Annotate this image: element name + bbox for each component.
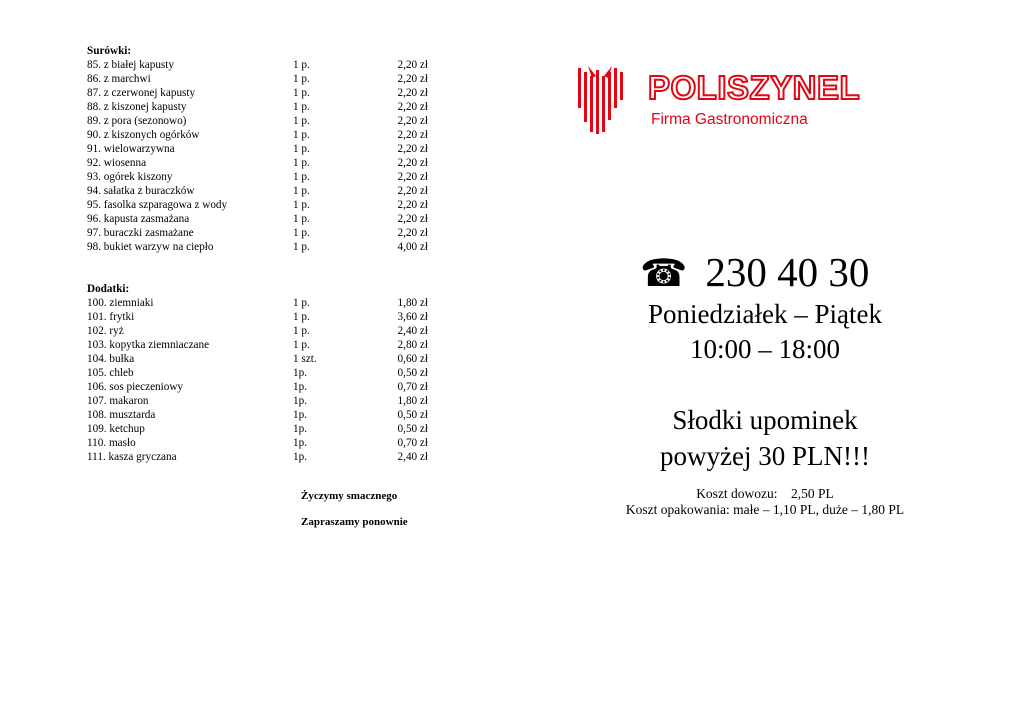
item-qty: 1p. [293,367,307,379]
item-price: 2,20 zł [397,213,428,225]
item-name: 88. z kiszonej kapusty [87,101,187,113]
menu-item [87,86,432,100]
item-price: 4,00 zł [397,241,428,253]
item-price: 2,20 zł [397,227,428,239]
item-qty: 1p. [293,423,307,435]
item-price: 2,20 zł [397,115,428,127]
item-qty: 1 p. [293,227,310,239]
menu-item [87,338,432,352]
item-name: 101. frytki [87,311,135,323]
phone-icon: ☎ [640,253,688,295]
menu-item [87,128,432,142]
item-price: 0,50 zł [397,423,428,435]
brand-name: POLISZYNEL [648,69,861,106]
menu-item [87,352,432,366]
item-qty: 1 p. [293,129,310,141]
item-name: 97. buraczki zasmażane [87,227,194,239]
section-title-surowki: Surówki: [87,45,132,57]
item-qty: 1 szt. [293,353,317,365]
item-price: 3,60 zł [397,311,428,323]
item-price: 2,20 zł [397,59,428,71]
menu-item [87,240,432,254]
item-qty: 1 p. [293,241,310,253]
item-qty: 1 p. [293,157,310,169]
item-price: 2,20 zł [397,143,428,155]
menu-item [87,296,432,310]
item-price: 0,50 zł [397,409,428,421]
item-qty: 1p. [293,451,307,463]
menu-item [87,114,432,128]
item-name: 92. wiosenna [87,157,147,169]
menu-item [87,212,432,226]
item-qty: 1p. [293,381,307,393]
item-qty: 1 p. [293,115,310,127]
menu-item [87,156,432,170]
item-qty: 1 p. [293,185,310,197]
opening-days: Poniedziałek – Piątek [648,299,882,329]
item-name: 105. chleb [87,367,134,379]
item-name: 87. z czerwonej kapusty [87,87,196,99]
item-name: 93. ogórek kiszony [87,171,173,183]
menu-item [87,394,432,408]
item-name: 90. z kiszonych ogórków [87,129,200,141]
item-price: 2,20 zł [397,129,428,141]
item-qty: 1 p. [293,339,310,351]
menu-item [87,58,432,72]
item-name: 94. sałatka z buraczków [87,185,195,197]
menu-item [87,170,432,184]
item-name: 95. fasolka szparagowa z wody [87,199,228,211]
menu-item [87,380,432,394]
menu-item [87,366,432,380]
item-price: 1,80 zł [397,395,428,407]
item-name: 111. kasza gryczana [87,451,177,463]
item-name: 109. ketchup [87,423,145,435]
menu-item [87,100,432,114]
item-name: 107. makaron [87,395,149,407]
item-name: 96. kapusta zasmażana [87,213,190,225]
item-name: 100. ziemniaki [87,297,154,309]
item-price: 2,80 zł [397,339,428,351]
section-title-dodatki: Dodatki: [87,283,130,295]
menu-item [87,142,432,156]
item-qty: 1 p. [293,87,310,99]
menu-item [87,310,432,324]
item-price: 0,50 zł [397,367,428,379]
item-qty: 1 p. [293,199,310,211]
dodatki-list [87,296,432,464]
closing-line-1: Życzymy smacznego [301,490,398,502]
menu-item [87,436,432,450]
item-price: 2,20 zł [397,87,428,99]
item-name: 89. z pora (sezonowo) [87,115,187,127]
item-price: 2,20 zł [397,199,428,211]
menu-list [87,44,432,464]
item-qty: 1 p. [293,101,310,113]
item-qty: 1 p. [293,297,310,309]
phone-number: 230 40 30 [705,249,870,295]
opening-hours: 10:00 – 18:00 [689,334,840,364]
menu-item [87,422,432,436]
promo-line-2: powyżej 30 PLN!!! [660,441,870,471]
item-name: 98. bukiet warzyw na ciepło [87,241,214,253]
item-qty: 1p. [293,437,307,449]
item-price: 0,70 zł [397,437,428,449]
item-qty: 1 p. [293,59,310,71]
surowki-list [87,58,432,254]
item-name: 91. wielowarzywna [87,143,175,155]
menu-item [87,72,432,86]
menu-item [87,226,432,240]
menu-item [87,450,432,464]
item-price: 2,40 zł [397,451,428,463]
menu-item [87,324,432,338]
item-price: 2,20 zł [397,185,428,197]
delivery-cost: Koszt dowozu: 2,50 PL [696,486,834,501]
item-qty: 1 p. [293,311,310,323]
item-price: 2,40 zł [397,325,428,337]
item-qty: 1 p. [293,325,310,337]
item-qty: 1 p. [293,143,310,155]
item-name: 102. ryż [87,325,124,337]
item-name: 106. sos pieczeniowy [87,381,184,393]
packaging-cost: Koszt opakowania: małe – 1,10 PL, duże – 1,80 PL [625,502,905,517]
item-name: 108. musztarda [87,409,156,421]
item-qty: 1p. [293,395,307,407]
menu-item [87,408,432,422]
phone-line [640,248,869,298]
item-qty: 1p. [293,409,307,421]
item-name: 110. masło [87,437,136,449]
promo-line-1: Słodki upominek [672,405,858,435]
menu-item [87,184,432,198]
item-price: 0,60 zł [397,353,428,365]
item-qty: 1 p. [293,213,310,225]
item-price: 2,20 zł [397,157,428,169]
item-price: 2,20 zł [397,171,428,183]
closing-line-2: Zapraszamy ponownie [301,516,408,528]
item-price: 2,20 zł [397,101,428,113]
item-name: 86. z marchwi [87,73,151,85]
item-name: 103. kopytka ziemniaczane [87,339,210,351]
item-qty: 1 p. [293,73,310,85]
item-name: 104. bułka [87,353,135,365]
menu-item [87,198,432,212]
item-price: 0,70 zł [397,381,428,393]
brand-subtitle: Firma Gastronomiczna [651,111,808,128]
item-price: 2,20 zł [397,73,428,85]
item-qty: 1 p. [293,171,310,183]
item-price: 1,80 zł [397,297,428,309]
item-name: 85. z białej kapusty [87,59,174,71]
